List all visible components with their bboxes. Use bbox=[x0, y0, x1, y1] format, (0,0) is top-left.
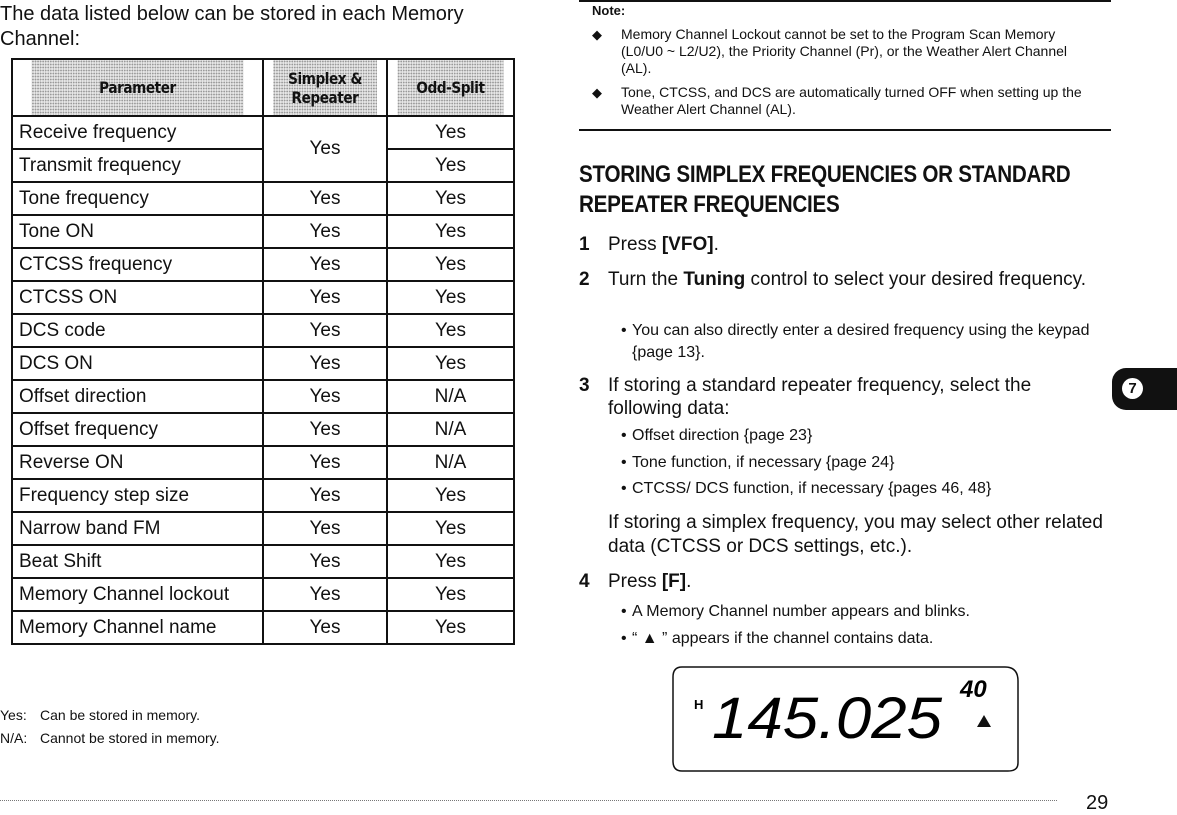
table-row bbox=[12, 281, 514, 314]
simplex-cell: Yes bbox=[263, 116, 387, 182]
table-row bbox=[12, 182, 514, 215]
param-cell: Beat Shift bbox=[12, 545, 263, 578]
header-odd-split: Odd-Split bbox=[397, 59, 505, 116]
oddsplit-cell: Yes bbox=[387, 215, 514, 248]
oddsplit-cell: N/A bbox=[387, 413, 514, 446]
simplex-cell: Yes bbox=[263, 281, 387, 314]
oddsplit-cell: Yes bbox=[387, 281, 514, 314]
f-key-label: [F] bbox=[661, 571, 687, 592]
diamond-bullet-icon: ◆ bbox=[592, 27, 602, 42]
param-cell: Offset direction bbox=[12, 380, 263, 413]
simplex-cell: Yes bbox=[263, 446, 387, 479]
oddsplit-cell: Yes bbox=[387, 116, 514, 149]
legend-na: N/A: Cannot be stored in memory. bbox=[0, 730, 220, 746]
simplex-cell: Yes bbox=[263, 512, 387, 545]
param-cell: Transmit frequency bbox=[12, 149, 263, 182]
table-row bbox=[12, 479, 514, 512]
oddsplit-cell: Yes bbox=[387, 545, 514, 578]
chapter-number: 7 bbox=[1122, 378, 1143, 399]
table-row bbox=[12, 512, 514, 545]
simplex-cell: Yes bbox=[263, 314, 387, 347]
oddsplit-cell: Yes bbox=[387, 512, 514, 545]
param-cell: Offset frequency bbox=[12, 413, 263, 446]
table-row bbox=[12, 380, 514, 413]
legend-yes: Yes: Can be stored in memory. bbox=[0, 707, 201, 723]
param-cell: Frequency step size bbox=[12, 479, 263, 512]
param-cell: CTCSS ON bbox=[12, 281, 263, 314]
footer-divider bbox=[0, 800, 1057, 801]
param-cell: DCS ON bbox=[12, 347, 263, 380]
simplex-cell: Yes bbox=[263, 578, 387, 611]
oddsplit-cell: Yes bbox=[387, 182, 514, 215]
param-cell: Memory Channel lockout bbox=[12, 578, 263, 611]
vfo-key-label: [VFO] bbox=[661, 234, 714, 255]
header-parameter: Parameter bbox=[31, 59, 244, 116]
oddsplit-cell: Yes bbox=[387, 347, 514, 380]
oddsplit-cell: N/A bbox=[387, 380, 514, 413]
oddsplit-cell: Yes bbox=[387, 479, 514, 512]
table-row bbox=[12, 611, 514, 644]
diamond-bullet-icon: ◆ bbox=[592, 85, 602, 100]
memory-data-table bbox=[11, 58, 515, 645]
table-row bbox=[12, 578, 514, 611]
param-cell: Narrow band FM bbox=[12, 512, 263, 545]
oddsplit-cell: Yes bbox=[387, 611, 514, 644]
simplex-cell: Yes bbox=[263, 248, 387, 281]
lcd-mode-indicator: H bbox=[694, 697, 704, 712]
simplex-cell: Yes bbox=[263, 380, 387, 413]
lcd-channel-number: 40 bbox=[960, 676, 987, 703]
section-heading: STORING SIMPLEX FREQUENCIES OR STANDARD REPEATER FREQUENCIES bbox=[579, 161, 1071, 218]
table-row bbox=[12, 248, 514, 281]
table-row bbox=[12, 413, 514, 446]
lcd-frequency: 145.025 bbox=[712, 686, 943, 751]
simplex-note: If storing a simplex frequency, you may select other related data (CTCSS or DCS settings, etc.). bbox=[608, 512, 1103, 557]
table-row bbox=[12, 545, 514, 578]
simplex-cell: Yes bbox=[263, 182, 387, 215]
chapter-tab bbox=[1112, 368, 1177, 410]
table-row bbox=[12, 314, 514, 347]
intro-text: The data listed below can be stored in each Memory Channel: bbox=[0, 3, 464, 50]
simplex-cell: Yes bbox=[263, 479, 387, 512]
param-cell: Reverse ON bbox=[12, 446, 263, 479]
param-cell: CTCSS frequency bbox=[12, 248, 263, 281]
oddsplit-cell: Yes bbox=[387, 578, 514, 611]
param-cell: DCS code bbox=[12, 314, 263, 347]
table-row bbox=[12, 446, 514, 479]
param-cell: Receive frequency bbox=[12, 116, 263, 149]
tuning-control-label: Tuning bbox=[683, 269, 746, 290]
header-simplex-repeater: Simplex & Repeater bbox=[272, 59, 377, 116]
lcd-display-illustration bbox=[670, 665, 1022, 775]
simplex-cell: Yes bbox=[263, 215, 387, 248]
oddsplit-cell: Yes bbox=[387, 314, 514, 347]
table-row bbox=[12, 215, 514, 248]
page-number: 29 bbox=[1086, 792, 1109, 814]
oddsplit-cell: N/A bbox=[387, 446, 514, 479]
simplex-cell: Yes bbox=[263, 545, 387, 578]
simplex-cell: Yes bbox=[263, 611, 387, 644]
table-row bbox=[12, 116, 514, 149]
simplex-cell: Yes bbox=[263, 413, 387, 446]
param-cell: Memory Channel name bbox=[12, 611, 263, 644]
table-legend bbox=[0, 704, 220, 750]
oddsplit-cell: Yes bbox=[387, 149, 514, 182]
oddsplit-cell: Yes bbox=[387, 248, 514, 281]
param-cell: Tone frequency bbox=[12, 182, 263, 215]
param-cell: Tone ON bbox=[12, 215, 263, 248]
note-title: Note: bbox=[592, 3, 626, 18]
simplex-cell: Yes bbox=[263, 347, 387, 380]
table-row bbox=[12, 347, 514, 380]
